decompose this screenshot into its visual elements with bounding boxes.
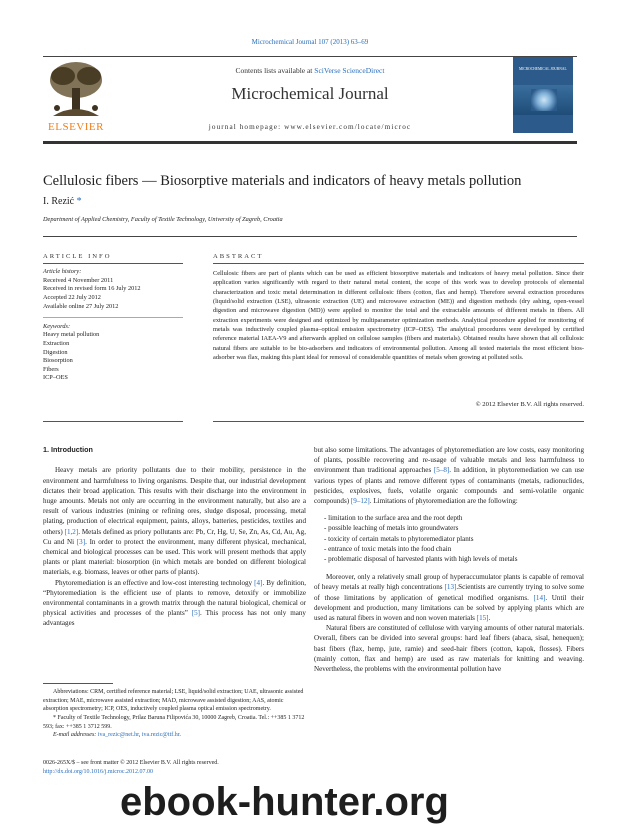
front-matter-rule-left xyxy=(43,421,183,422)
reference-link[interactable]: [4] xyxy=(254,578,263,587)
author-name: I. Rezić xyxy=(43,196,75,207)
keyword-item: ICP–OES xyxy=(43,374,68,382)
email-link[interactable]: iva_rezic@net.hr xyxy=(97,732,139,739)
body-paragraph: Phytoremediation is an effective and low-cost interesting technology [4]. By definition, “Phytoremediation is the efficient use of plants to remove, detoxify or immobilize environmental contaminants in a growth matrix through the natural biological, chemical or physical activities and processes of the plants” [5]. This process has not only many advantages xyxy=(43,578,306,628)
history-online: Available online 27 July 2012 xyxy=(43,302,119,310)
keywords-rule xyxy=(43,317,183,318)
keyword-item: Extraction xyxy=(43,339,70,347)
section-heading-introduction: 1. Introduction xyxy=(43,445,93,454)
issn-line: 0026-265X/$ – see front matter © 2012 Elsevier B.V. All rights reserved. xyxy=(43,760,219,766)
reference-link[interactable]: [9–12] xyxy=(350,497,370,506)
footnotes xyxy=(43,688,306,740)
article-info-box xyxy=(43,268,183,383)
abstract-heading: ABSTRACT xyxy=(213,253,264,260)
reference-link[interactable]: [1,2] xyxy=(64,527,79,536)
reference-link[interactable]: [5] xyxy=(191,609,201,618)
paper-title: Cellulosic fibers — Biosorptive materials and indicators of heavy metals pollution xyxy=(43,173,522,189)
article-info-heading: ARTICLE INFO xyxy=(43,253,112,260)
list-item: - problematic disposal of harvested plants with high levels of metals xyxy=(324,554,584,564)
keyword-item: Digestion xyxy=(43,348,68,356)
history-accepted: Accepted 22 July 2012 xyxy=(43,293,101,301)
watermark xyxy=(120,780,620,824)
keyword-item: Biosorption xyxy=(43,357,73,365)
contents-line: Contents lists available at SciVerse ScienceDirect xyxy=(235,66,385,75)
limitations-list xyxy=(314,513,584,564)
reference-link[interactable]: [15] xyxy=(476,614,489,623)
abbreviations-footnote: Abbreviations: CRM, certified reference material; LSE, liquid/solid extraction; UAE, ultrasonic assisted extraction; MAE, microwave assisted extraction; MAD, microwave assisted digestion; AAS, atomic absorption spectrometry; ICP, OES, inductively coupled plasma optical emission spectrometry. xyxy=(43,689,304,713)
body-column-right xyxy=(314,445,584,674)
abstract-text: Cellulosic fibers are part of plants which can be used as efficient biosorptive materials and indicators of heavy metal pollution. Since their application varies significantly with regard to their natural metal content, the scope of this work was to develop protocols of elemental characterization and toxic metal determination in different cellulosic fibers (cotton, flax and hemp). Therefore several extraction procedures (liquid/solid extraction (LSE), ultrasonic extraction (UE) and microwave extraction (ME)) and digestion methods (dry ashing, open-vessel digestion and microwave digestion (MD)) were applied to monitor the total and the extractable amounts of different metals in fibers. All extraction experiments were designed and optimized by multiparameter optimization methods. Analytical procedure applied for monitoring of metals was inductively coupled plasma–optical emission spectrometry (ICP–OES). The analytical procedures were developed by certified reference material IAEA-V9 and afterwards applied on cellulose samples (fibers and materials). Obtained results have shown that all cellulosic natural fibers are suitable to be bio-adsorbers and indicators of environmental pollution. Among all tested materials the most efficient bios-adsorber was flax, making this plant ideal for removal of considerable quantities of metals when growing at polluted soils. xyxy=(213,270,584,361)
journal-homepage: journal homepage: www.elsevier.com/locate/microc xyxy=(208,123,412,131)
front-matter-rule-right xyxy=(213,421,584,422)
list-item: - limitation to the surface area and the root depth xyxy=(324,513,584,523)
email-link[interactable]: iva.rezic@ttf.hr xyxy=(141,732,180,739)
reference-link[interactable]: [13] xyxy=(444,583,457,592)
email-footnote: E-mail addresses: iva_rezic@net.hr, iva.rezic@ttf.hr. xyxy=(53,732,181,739)
list-item: - possible leaching of metals into groundwaters xyxy=(324,523,584,533)
journal-cover-image xyxy=(513,57,573,133)
copyright-notice: © 2012 Elsevier B.V. All rights reserved. xyxy=(475,401,584,408)
history-received: Received 4 November 2011 xyxy=(43,276,114,284)
history-revised: Received in revised form 16 July 2012 xyxy=(43,285,141,293)
keyword-item: Heavy metal pollution xyxy=(43,331,100,339)
reference-link[interactable]: [3] xyxy=(76,537,86,546)
homepage-link[interactable]: www.elsevier.com/locate/microc xyxy=(284,123,412,131)
address-footnote: * Faculty of Textile Technology, Prilaz Baruna Filipovića 30, 10000 Zagreb, Croatia. Tel.: ++385 1 3712 593; fax: ++385 1 3712 599. xyxy=(43,715,305,730)
front-matter-info xyxy=(43,759,219,776)
list-item: - toxicity of certain metals to phytoremediator plants xyxy=(324,534,584,544)
abstract-rule xyxy=(213,263,584,264)
body-paragraph: Heavy metals are priority pollutants due to their mobility, persistence in the environment and harmfulness to living organisms. Despite that, our industrial development dictates their broad application. This results with their discharge into the environment in huge amounts. Metals not only are occurring in the environment naturally, but also are a result of various industries (mining or refining ores, sludge disposal, processing, metal plating, production of electrical equipment, paints, alloys, batteries, pesticides, textiles and others) [1,2]. Metals defined as priory pollutants are: Pb, Cr, Hg, U, Se, Zn, As, Cd, Au, Ag, Cu and Ni [3]. In order to protect the environment, many different physical, mechanical, chemical and biological processes can be used. This work will present methods that apply plants or plant material: biosorption (in which metals are bonded on different biological materials, e.g. biomass, leaves or other parts of plants). xyxy=(43,466,306,577)
list-item: - entrance of toxic metals into the food chain xyxy=(324,544,584,554)
author-line xyxy=(43,196,82,207)
body-paragraph: Moreover, only a relatively small group of hyperaccumulator plants is capable of removal of heavy metals at really high concentrations [13].Scientists are currently trying to solve some of those limitations by application of genetical modified organisms. [14]. Until their development and production, many limitations can be solved by applying plants which are used as natural fibers in woven and non woven materials [15]. xyxy=(314,573,584,623)
header-top-rule xyxy=(43,56,577,57)
keywords-label: Keywords: xyxy=(43,322,71,330)
reference-link[interactable]: [14] xyxy=(533,593,546,602)
footnote-rule xyxy=(43,683,113,684)
history-label: Article history: xyxy=(43,268,82,275)
watermark-text: ebook-hunter.org xyxy=(120,780,449,824)
author-footnote-mark[interactable]: * xyxy=(76,196,82,207)
body-column-left xyxy=(43,445,306,629)
body-paragraph: but also some limitations. The advantages of phytoremediation are low costs, easy monitoring of plants, possible recovering and re-usage of valuable metals and less harmfulness to environment than traditional approaches [5–8]. In addition, in phytoremediation we can use various types of plants and remove different types of contaminants (metals, radionuclides, pesticides, explosives, fuels, volatile organic compounds and semi-volatile organic compounds) [9–12]. Limitations of phytoremediation are the following: xyxy=(314,446,584,506)
reference-link[interactable]: [5–8] xyxy=(433,466,450,475)
elsevier-wordmark: ELSEVIER xyxy=(48,121,104,133)
journal-title: Microchemical Journal xyxy=(231,84,389,103)
author-affiliation: Department of Applied Chemistry, Faculty of Textile Technology, University of Zagreb, Croatia xyxy=(43,216,283,223)
body-paragraph: Natural fibers are constituted of cellulose with varying amounts of other natural materials. Overall, fibers can be divided into several groups: hard leaf fibers (abaca, sisal, henequen); bast fibers (flax, hemp, jute, ramie) and seed-hair fibers (cotton, kapok, flosses). Fibers (mainly cotton, flax and hemp) are used as raw materials for knitting and weaving. Nevertheless, the problems with the environmental pollution have xyxy=(314,624,584,674)
affiliation-rule xyxy=(43,236,577,237)
journal-citation[interactable]: Microchemical Journal 107 (2013) 63–69 xyxy=(251,38,369,46)
sciencedirect-link[interactable]: SciVerse ScienceDirect xyxy=(314,66,385,75)
doi-link[interactable]: http://dx.doi.org/10.1016/j.microc.2012.07.00 xyxy=(43,768,154,775)
cover-title: MICROCHEMICAL JOURNAL xyxy=(519,67,567,71)
article-info-rule xyxy=(43,263,183,264)
keyword-item: Fibers xyxy=(43,365,59,373)
header-bottom-rule xyxy=(43,141,577,144)
